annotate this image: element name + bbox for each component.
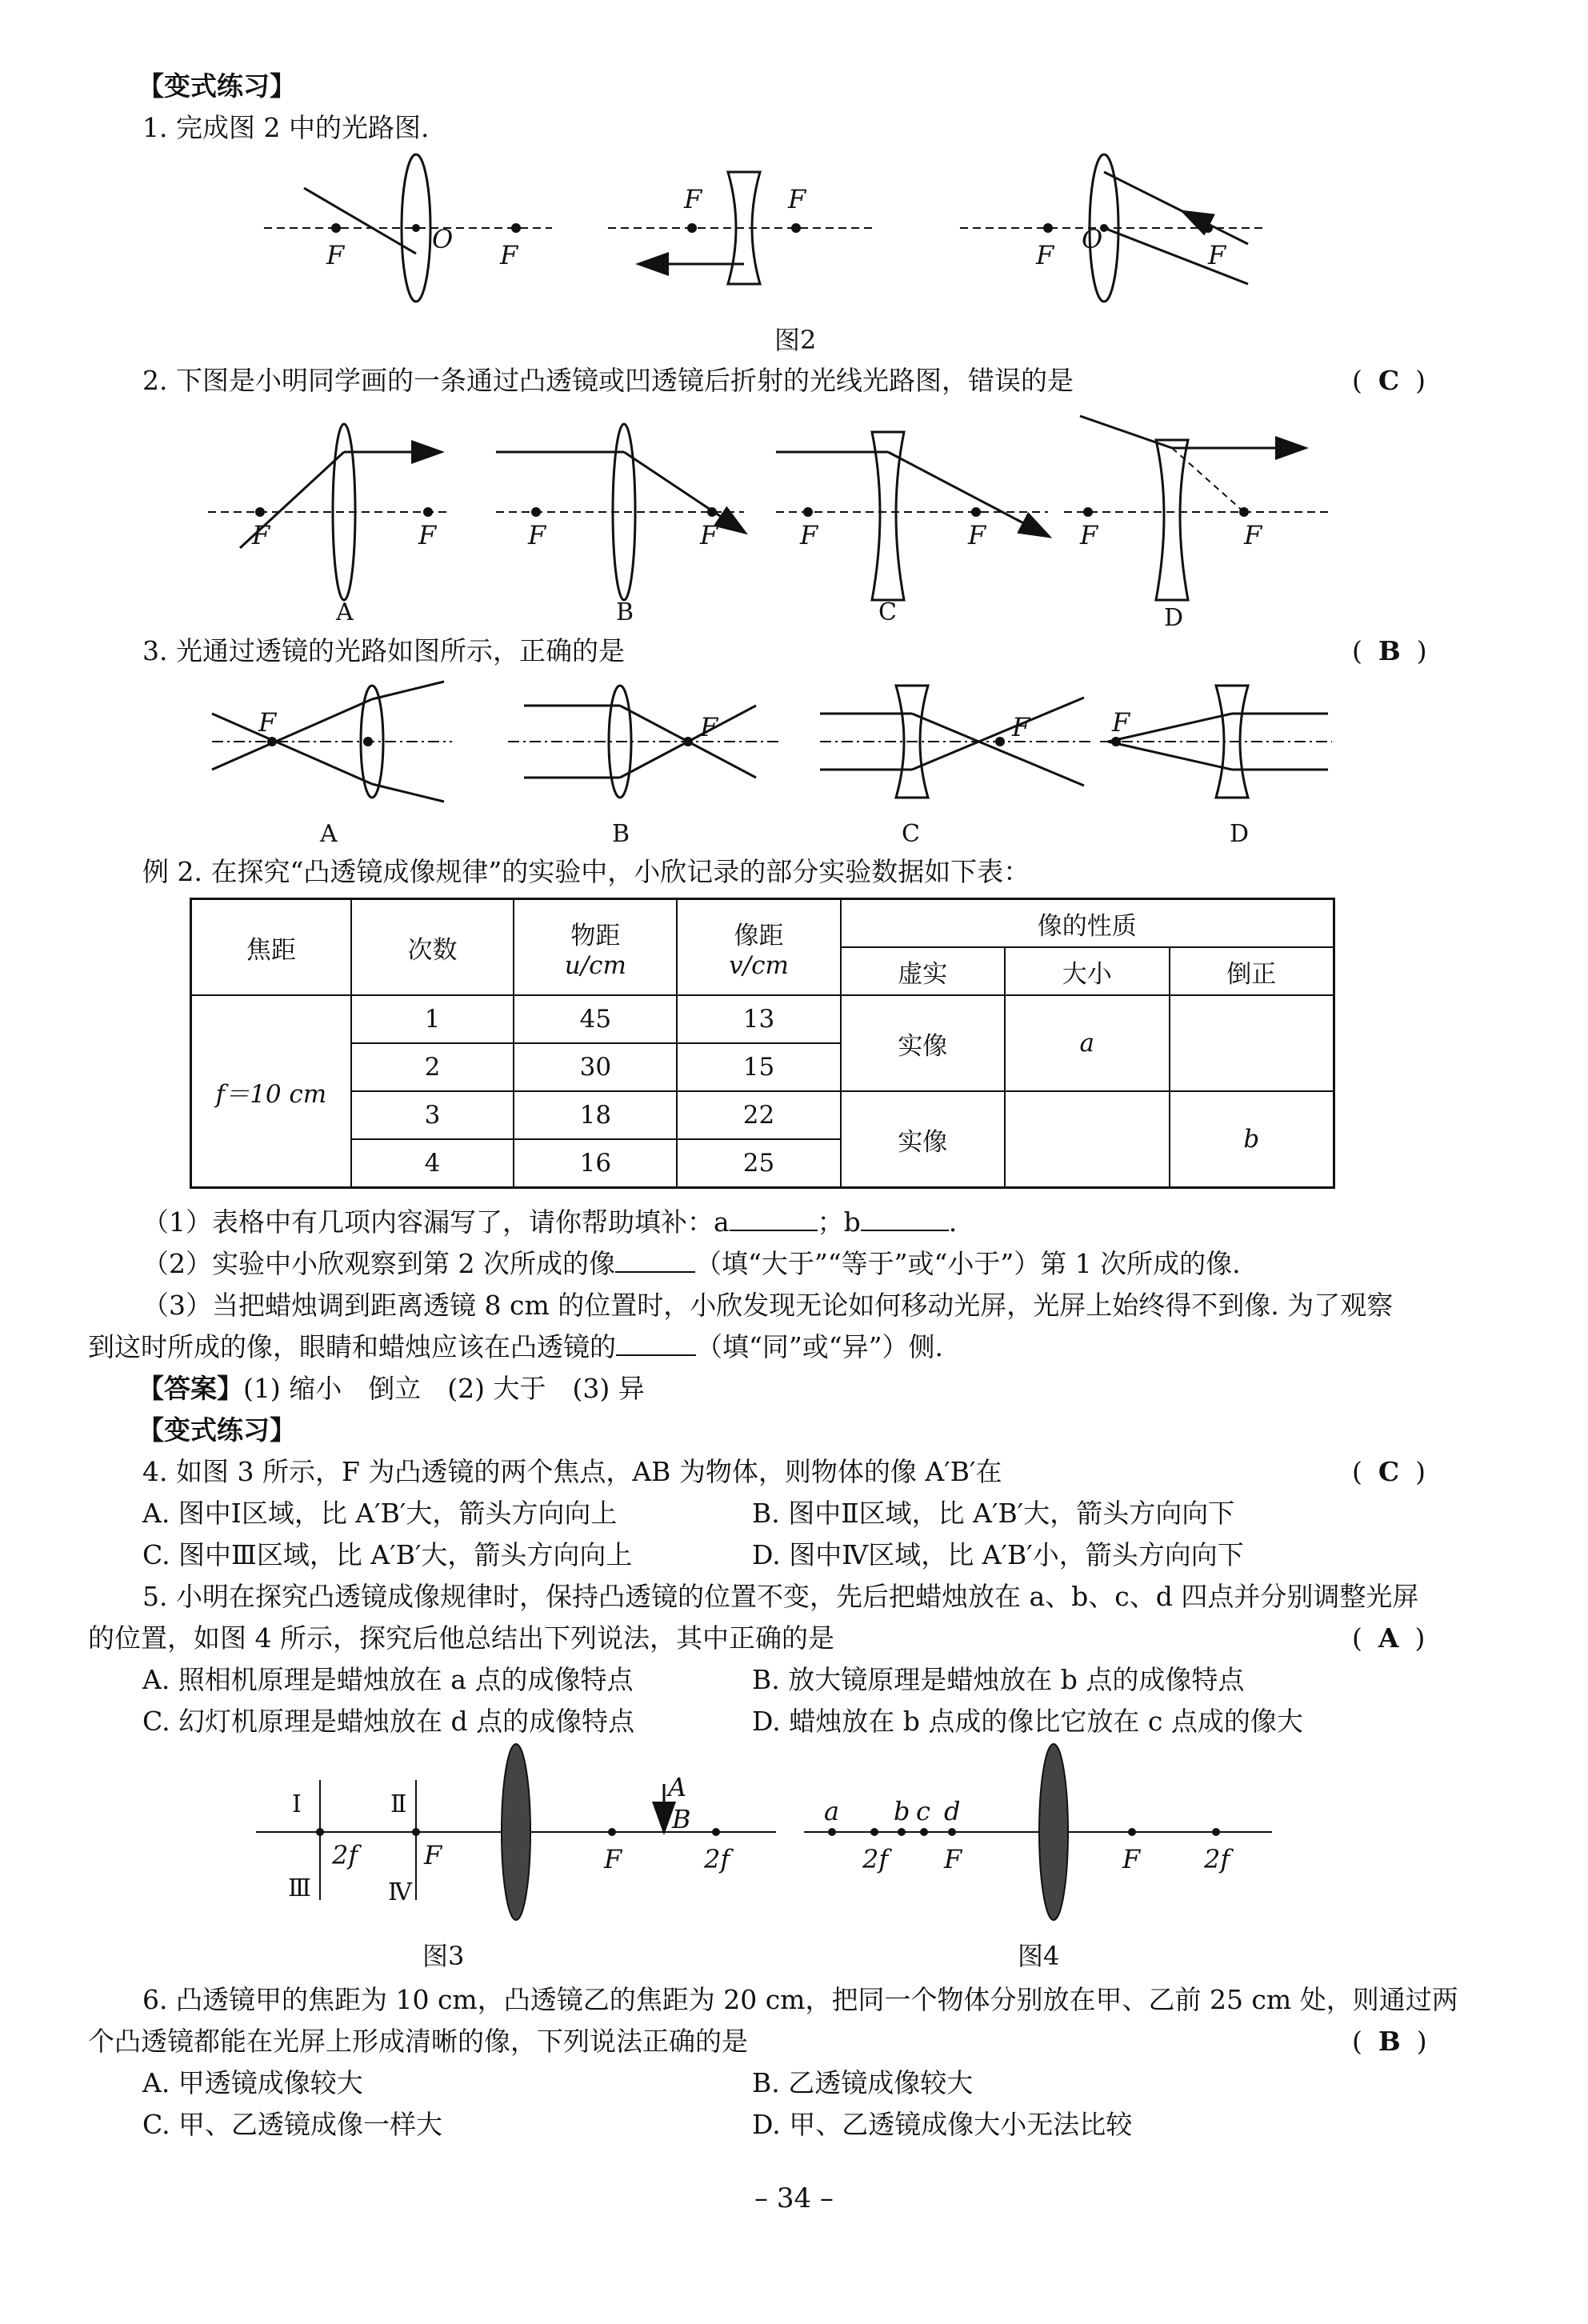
q2-option-d: D [1164, 604, 1184, 632]
question-4-answer: ( C ) [1352, 1456, 1426, 1487]
fig4-label-f-right: F [1122, 1844, 1141, 1874]
cell-v: 25 [677, 1139, 840, 1188]
q3-option-b: B [612, 820, 630, 848]
table-row [191, 1091, 1334, 1139]
fig4-label-f-left: F [944, 1844, 962, 1874]
ex2-sub-3-line2: 到这时所成的像，眼睛和蜡烛应该在凸透镜的 （填“同”或“异”）侧. [88, 1331, 943, 1362]
fig2-convex-lens-1 [264, 154, 552, 302]
th-real: 虚实 [841, 947, 1005, 995]
question-4: 4. 如图 3 所示，F 为凸透镜的两个焦点，AB 为物体，则物体的像 A′B′在 [142, 1456, 1002, 1487]
q4-option-c: C. 图中Ⅲ区域，比 A′B′大，箭头方向向上 [142, 1539, 633, 1570]
table-row [191, 995, 1334, 1043]
figure-2 [264, 148, 1288, 327]
fig4-point-b: b [894, 1796, 910, 1826]
figure-4-caption: 图4 [1018, 1941, 1060, 1971]
fig4-label-2f-left: 2f [862, 1844, 889, 1874]
cell-v: 15 [677, 1043, 840, 1091]
cell-size-2 [1005, 1091, 1169, 1188]
cell-v: 13 [677, 995, 840, 1043]
experiment-table [190, 898, 1335, 1189]
page-number: – 34 – [754, 2182, 834, 2214]
figure-3 [256, 1744, 784, 1923]
cell-v: 22 [677, 1091, 840, 1139]
fig3-region-3: Ⅲ [288, 1874, 311, 1902]
q4-option-a: A. 图中Ⅰ区域，比 A′B′大，箭头方向向上 [142, 1498, 618, 1529]
q3-b-f: F [700, 712, 718, 742]
q6-option-c: C. 甲、乙透镜成像一样大 [142, 2109, 443, 2140]
cell-n: 4 [351, 1139, 514, 1188]
q3-option-d: D [1230, 820, 1250, 848]
question-6-answer: ( B ) [1352, 2026, 1427, 2057]
figure-q2 [200, 416, 1336, 635]
fig2-l2-label-0: F [684, 184, 702, 214]
question-1: 1. 完成图 2 中的光路图. [142, 112, 430, 143]
th-focal: 焦距 [191, 899, 351, 996]
figure-3-caption: 图3 [422, 1941, 465, 1971]
cell-orient-2: b [1170, 1091, 1334, 1188]
fig2-l3-label-2: F [1208, 240, 1226, 270]
q3-option-c: C [902, 820, 920, 848]
question-5-line2: 的位置，如图 4 所示，探究后他总结出下列说法，其中正确的是 [88, 1622, 834, 1654]
question-5-answer: ( A ) [1352, 1622, 1426, 1654]
section-header-practice: 【变式练习】 [138, 70, 296, 102]
ex2-sub-1: （1）表格中有几项内容漏写了，请你帮助填补：a ；b . [142, 1206, 958, 1238]
q3-diagram-b [508, 686, 780, 848]
ex2-answer: 【答案】(1) 缩小 倒立 (2) 大于 (3) 异 [138, 1373, 645, 1404]
cell-u: 45 [514, 995, 677, 1043]
fig3-label-f-left: F [424, 1840, 442, 1870]
question-3: 3. 光通过透镜的光路如图所示，正确的是 [142, 635, 625, 666]
cell-n: 3 [351, 1091, 514, 1139]
fig3-label-b: B [672, 1804, 691, 1834]
cell-n: 1 [351, 995, 514, 1043]
figure-q3 [204, 682, 1332, 853]
q3-d-f: F [1112, 707, 1130, 738]
fig3-region-1: Ⅰ [292, 1790, 302, 1818]
q4-option-d: D. 图中Ⅳ区域，比 A′B′小，箭头方向向下 [752, 1539, 1244, 1570]
fig4-point-a: a [824, 1796, 840, 1826]
q5-answer-letter: A [1378, 1622, 1399, 1654]
q2-option-c: C [878, 598, 897, 626]
question-2-answer: ( C ) [1352, 365, 1426, 396]
ex2-sub-3-line1: （3）当把蜡烛调到距离透镜 8 cm 的位置时，小欣发现无论如何移动光屏，光屏上始终得不到像. 为了观察 [142, 1290, 1394, 1321]
fig3-label-f-right: F [604, 1844, 622, 1874]
q2-diagram-b [496, 424, 744, 626]
th-u-unit: u/cm [564, 950, 626, 980]
q6-option-b: B. 乙透镜成像较大 [752, 2067, 974, 2098]
cell-u: 18 [514, 1091, 677, 1139]
figure-2-caption: 图2 [774, 325, 817, 355]
q5-option-a: A. 照相机原理是蜡烛放在 a 点的成像特点 [142, 1664, 634, 1695]
th-v: 像距 v/cm [677, 899, 840, 996]
q2-d-f1: F [1080, 520, 1098, 550]
q2-option-b: B [616, 598, 634, 626]
q2-diagram-c [776, 432, 1048, 626]
question-5-line1: 5. 小明在探究凸透镜成像规律时，保持凸透镜的位置不变，先后把蜡烛放在 a、b、c、d 四点并分别调整光屏 [142, 1581, 1419, 1612]
q2-b-f1: F [528, 520, 546, 550]
fig2-concave-lens [608, 172, 872, 284]
q2-b-f2: F [700, 520, 718, 550]
q3-diagram-c [820, 686, 1092, 848]
th-u: 物距 u/cm [514, 899, 677, 996]
q6-option-d: D. 甲、乙透镜成像大小无法比较 [752, 2109, 1133, 2140]
cell-real-2: 实像 [841, 1091, 1005, 1188]
q4-option-b: B. 图中Ⅱ区域，比 A′B′大，箭头方向向下 [752, 1498, 1235, 1529]
q3-diagram-a [212, 682, 452, 848]
q5-option-c: C. 幻灯机原理是蜡烛放在 d 点的成像特点 [142, 1706, 635, 1737]
fig3-label-2f-right: 2f [704, 1844, 730, 1874]
cell-real-1: 实像 [841, 995, 1005, 1091]
q3-c-f: F [1012, 712, 1030, 742]
th-nature: 像的性质 [841, 899, 1334, 948]
q2-a-f2: F [418, 520, 437, 550]
q3-answer-letter: B [1378, 635, 1401, 666]
cell-u: 30 [514, 1043, 677, 1091]
q6-option-a: A. 甲透镜成像较大 [142, 2067, 363, 2098]
fig2-convex-lens-2 [960, 154, 1264, 302]
question-6-line1: 6. 凸透镜甲的焦距为 10 cm，凸透镜乙的焦距为 20 cm，把同一个物体分别放在甲、乙前 25 cm 处，则通过两 [142, 1984, 1458, 2015]
q2-c-f1: F [800, 520, 818, 550]
cell-u: 16 [514, 1139, 677, 1188]
th-orient: 倒正 [1170, 947, 1334, 995]
question-6-line2: 个凸透镜都能在光屏上形成清晰的像，下列说法正确的是 [88, 2026, 748, 2057]
fig4-point-d: d [944, 1796, 961, 1826]
fig4-point-c: c [916, 1796, 930, 1826]
q4-answer-letter: C [1378, 1456, 1400, 1487]
q2-option-a: A [336, 598, 354, 626]
q6-answer-letter: B [1378, 2026, 1401, 2057]
fig4-label-2f-right: 2f [1204, 1844, 1230, 1874]
q2-c-f2: F [968, 520, 986, 550]
fig2-l2-label-1: F [788, 184, 806, 214]
cell-n: 2 [351, 1043, 514, 1091]
fig3-region-4: Ⅳ [388, 1878, 412, 1906]
cell-orient-1 [1170, 995, 1334, 1091]
q5-option-b: B. 放大镜原理是蜡烛放在 b 点的成像特点 [752, 1664, 1245, 1695]
q2-d-f2: F [1244, 520, 1262, 550]
th-v-unit: v/cm [729, 950, 789, 980]
th-size: 大小 [1005, 947, 1169, 995]
q2-answer-letter: C [1378, 365, 1400, 396]
fig3-label-a: A [668, 1772, 687, 1802]
q3-a-f: F [258, 707, 277, 738]
fig3-region-2: Ⅱ [390, 1790, 407, 1818]
ex2-sub-2: （2）实验中小欣观察到第 2 次所成的像 （填“大于”“等于”或“小于”）第 1 次所成的像. [142, 1248, 1241, 1279]
fig3-label-2f-left: 2f [332, 1840, 358, 1870]
fig2-l1-label-2: F [500, 240, 518, 270]
figure-4 [804, 1744, 1284, 1923]
q2-diagram-a [208, 424, 448, 626]
cell-size-1: a [1005, 995, 1169, 1091]
fig2-l1-label-0: F [326, 240, 345, 270]
fig2-l3-label-0: F [1036, 240, 1054, 270]
cell-focal: f＝10 cm [191, 995, 351, 1188]
th-count: 次数 [351, 899, 514, 996]
q3-diagram-d [1100, 686, 1332, 848]
q5-option-d: D. 蜡烛放在 b 点成的像比它放在 c 点成的像大 [752, 1706, 1303, 1737]
section-header-practice-2: 【变式练习】 [138, 1414, 296, 1446]
example-2-intro: 例 2. 在探究“凸透镜成像规律”的实验中，小欣记录的部分实验数据如下表： [142, 856, 1030, 887]
question-3-answer: ( B ) [1352, 635, 1427, 666]
fig2-l3-label-1: O [1082, 224, 1103, 254]
question-2: 2. 下图是小明同学画的一条通过凸透镜或凹透镜后折射的光线光路图，错误的是 [142, 365, 1074, 396]
q2-a-f1: F [252, 520, 270, 550]
q3-option-a: A [320, 820, 338, 848]
q2-diagram-d [1064, 416, 1328, 632]
fig2-l1-label-1: O [432, 224, 454, 254]
